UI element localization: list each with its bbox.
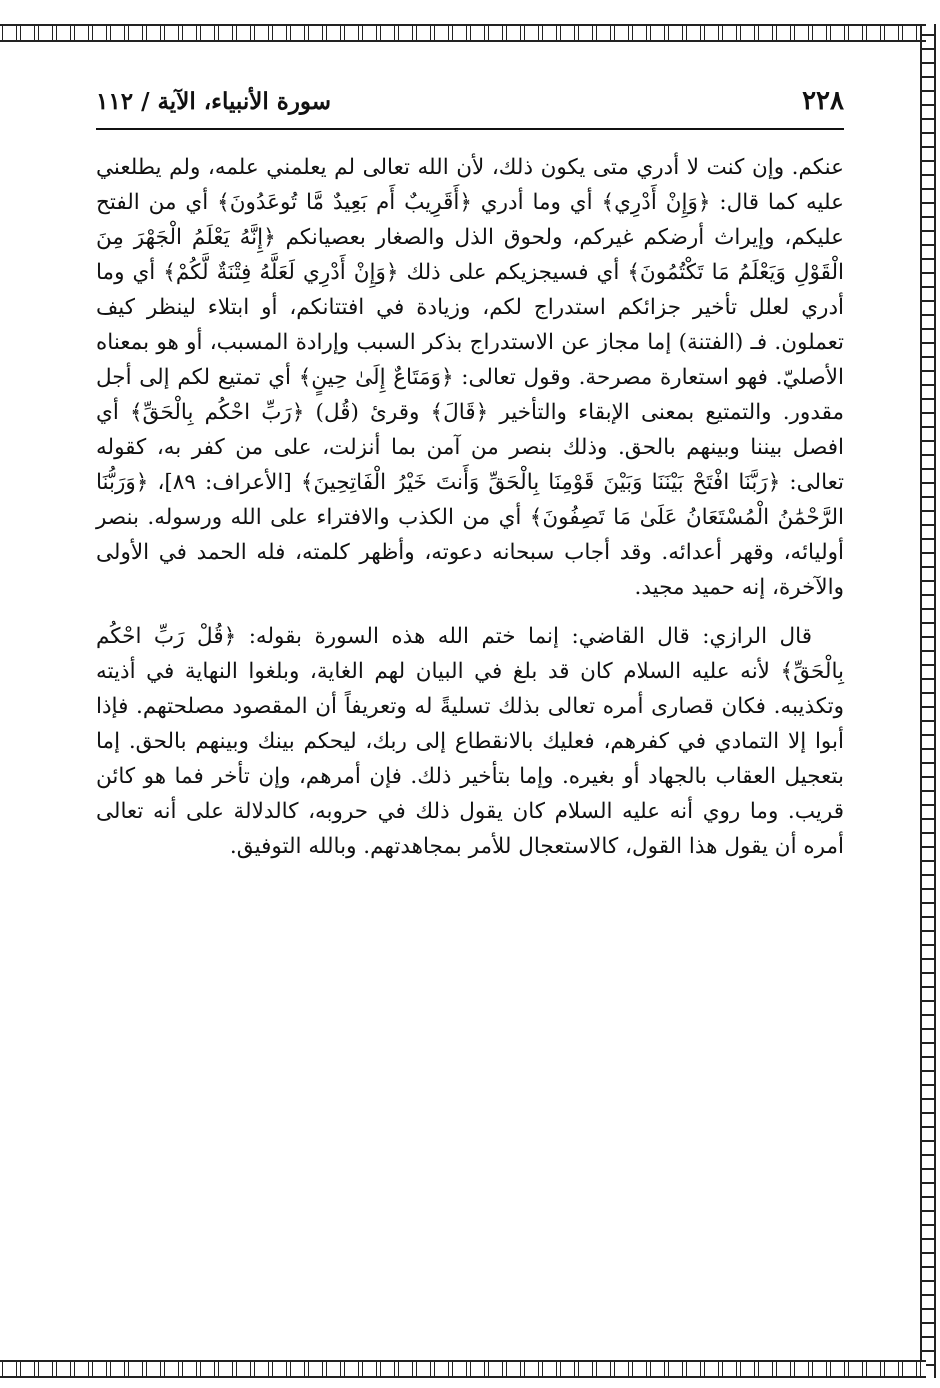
running-title: سورة الأنبياء، الآية / ١١٢ [96, 88, 332, 115]
page-header [96, 86, 844, 130]
page-number: ٢٢٨ [802, 86, 844, 116]
right-border-ornament [920, 24, 936, 1378]
top-border-ornament [0, 24, 926, 42]
paragraph-1: عنكم. وإن كنت لا أدري متى يكون ذلك، لأن الله تعالى لم يعلمني علمه، ولم يطلعني عليه كما قال: ﴿وَإِنْ أَدْرِي﴾ أي وما أدري ﴿أَقَرِيبٌ أَم بَعِيدٌ مَّا تُوعَدُونَ﴾ أي من الفتح عليكم، وإيراث أرضكم غيركم، ولحوق الذل والصغار بعصيانكم ﴿إِنَّهُ يَعْلَمُ الْجَهْرَ مِنَ الْقَوْلِ وَيَعْلَمُ مَا تَكْتُمُونَ﴾ أي فسيجزيكم على ذلك ﴿وَإِنْ أَدْرِي لَعَلَّهُ فِتْنَةٌ لَّكُمْ﴾ أي وما أدري لعلل تأخير جزائكم استدراج لكم، وزيادة في افتتانكم، أو ابتلاء لينظر كيف تعملون. فـ (الفتنة) إما مجاز عن الاستدراج بذكر السبب وإرادة المسبب، أو هو بمعناه الأصليّ. فهو استعارة مصرحة. وقول تعالى: ﴿وَمَتَاعٌ إِلَىٰ حِينٍ﴾ أي تمتيع لكم إلى أجل مقدور. والتمتيع بمعنى الإبقاء والتأخير ﴿قَالَ﴾ وقرئ (قُل) ﴿رَبِّ احْكُم بِالْحَقِّ﴾ أي افصل بيننا وبينهم بالحق. وذلك بنصر من آمن بما أنزلت، على من كفر به، كقوله تعالى: ﴿رَبَّنَا افْتَحْ بَيْنَنَا وَبَيْنَ قَوْمِنَا بِالْحَقِّ وَأَنتَ خَيْرُ الْفَاتِحِينَ﴾ [الأعراف: ٨٩]، ﴿وَرَبُّنَا الرَّحْمَٰنُ الْمُسْتَعَانُ عَلَىٰ مَا تَصِفُونَ﴾ أي من الكذب والافتراء على الله ورسوله. بنصر أوليائه، وقهر أعدائه. وقد أجاب سبحانه دعوته، وأظهر كلمته، فله الحمد في الأولى والآخرة، إنه حميد مجيد. [96, 155, 845, 600]
paragraph-2: قال الرازي: قال القاضي: إنما ختم الله هذه السورة بقوله: ﴿قُلْ رَبِّ احْكُم بِالْحَقِّ﴾ لأنه عليه السلام كان قد بلغ في البيان لهم الغاية، وبلغوا النهاية في أذيته وتكذيبه. فكان قصارى أمره تعالى بذلك تسليةً له وتعريفاً أن المقصود مصلحتهم. فإذا أبوا إلا التمادي في كفرهم، فعليك بالانقطاع إلى ربك، ليحكم بينك وبينهم بالحق. إما بتعجيل العقاب بالجهاد أو بغيره. وإما بتأخير ذلك. فإن أمرهم، وإن تأخر فما هو كائن قريب. وما روي أنه عليه السلام كان يقول ذلك في حروبه، كالدلالة على أنه تعالى أمره أن يقول هذا القول، كالاستعجال للأمر بمجاهدتهم. وبالله التوفيق. [96, 624, 844, 859]
bottom-border-ornament [0, 1360, 926, 1378]
page-body [96, 150, 844, 864]
